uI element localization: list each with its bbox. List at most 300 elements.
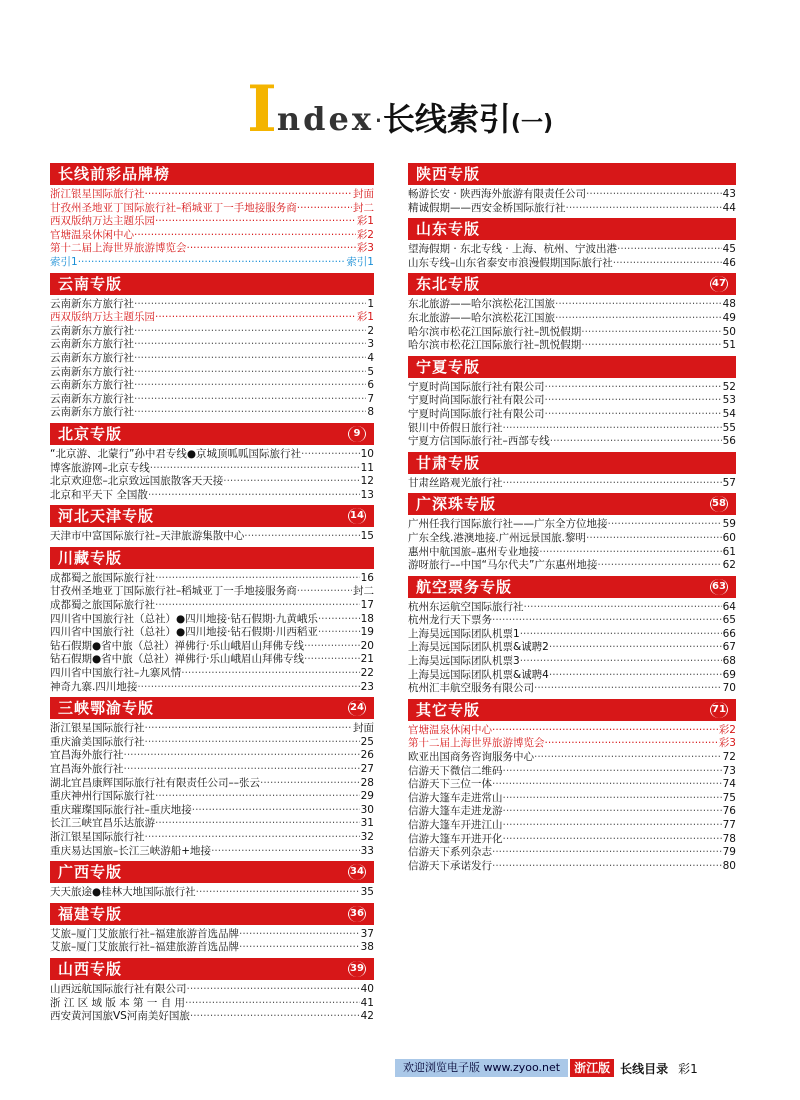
index-entry[interactable] <box>408 682 736 696</box>
index-entry[interactable] <box>50 188 374 202</box>
index-entry[interactable] <box>408 792 736 806</box>
entry-page: 封二 <box>353 585 374 598</box>
entry-page: 彩2 <box>718 723 736 736</box>
entry-title: 重庆易达国旅–长江三峡游船+地接 <box>50 844 212 857</box>
entry-page: 55 <box>722 421 736 434</box>
index-section <box>50 958 374 1024</box>
section-header <box>408 493 736 515</box>
index-entry[interactable] <box>50 393 374 407</box>
section-title: 山西专版 <box>58 959 123 978</box>
dot-leader <box>134 366 366 380</box>
index-entry[interactable] <box>408 532 736 546</box>
index-entry[interactable] <box>50 352 374 366</box>
index-entry[interactable] <box>50 1010 374 1024</box>
section-header <box>50 697 374 719</box>
dot-leader <box>545 394 722 408</box>
entry-page: 46 <box>722 256 736 269</box>
index-entry[interactable] <box>50 325 374 339</box>
dot-leader <box>145 831 360 845</box>
entry-title: 哈尔滨市松花江国际旅行社–凯悦假期 <box>408 339 582 352</box>
index-entry[interactable] <box>408 833 736 847</box>
entry-page: 31 <box>360 817 374 830</box>
entry-title: 云南新东方旅行社 <box>50 324 134 337</box>
index-entry[interactable] <box>50 790 374 804</box>
dot-leader <box>134 229 356 243</box>
entry-page: 29 <box>360 790 374 803</box>
section-list <box>50 295 374 420</box>
index-section <box>408 356 736 449</box>
index-entry[interactable] <box>50 366 374 380</box>
section-list <box>50 445 374 502</box>
index-section <box>50 861 374 900</box>
section-page-badge <box>346 698 368 718</box>
index-entry[interactable] <box>408 737 736 751</box>
index-section <box>50 903 374 955</box>
entry-page: 26 <box>360 749 374 762</box>
index-section <box>50 697 374 858</box>
section-list <box>50 883 374 900</box>
dot-leader <box>520 655 722 669</box>
entry-title: 宜昌海外旅行社 <box>50 763 124 775</box>
entry-page: 54 <box>722 407 736 420</box>
entry-title: 官塘温泉休闲中心 <box>408 723 492 736</box>
index-entry[interactable] <box>50 640 374 654</box>
index-entry[interactable] <box>50 928 374 942</box>
index-entry[interactable] <box>50 653 374 667</box>
index-entry[interactable] <box>408 298 736 312</box>
index-entry[interactable] <box>408 860 736 874</box>
index-section <box>408 273 736 352</box>
dot-leader <box>239 941 360 955</box>
entry-page: 80 <box>722 859 736 872</box>
section-header <box>408 576 736 598</box>
index-entry[interactable] <box>408 422 736 436</box>
entry-page: 67 <box>722 641 736 654</box>
entry-title: 杭州龙行天下票务 <box>408 614 492 627</box>
dot-leader <box>187 983 360 997</box>
index-entry[interactable] <box>50 229 374 243</box>
index-entry[interactable] <box>50 298 374 312</box>
dot-leader <box>190 1010 360 1024</box>
entry-page: 59 <box>722 518 736 531</box>
entry-title: 游呀旅行––中国“马尔代夫”广东惠州地接 <box>408 559 598 572</box>
dot-leader <box>150 462 360 476</box>
entry-page: 77 <box>722 819 736 831</box>
entry-title: 宁夏时尚国际旅行社有限公司 <box>408 380 545 393</box>
section-header <box>408 163 736 185</box>
section-list <box>408 295 736 352</box>
entry-page: 41 <box>360 996 374 1009</box>
entry-title: 杭州汇丰航空服务有限公司 <box>408 682 534 695</box>
section-list <box>50 569 374 694</box>
dot-leader <box>545 737 718 751</box>
dot-leader <box>304 640 360 654</box>
entry-title: 长江三峡宜昌乐达旅游 <box>50 817 155 830</box>
section-title: 河北天津专版 <box>58 507 155 526</box>
dot-leader <box>539 546 721 560</box>
section-list <box>408 474 736 491</box>
entry-title: 云南新东方旅行社 <box>50 392 134 405</box>
index-section <box>408 699 736 874</box>
index-entry[interactable] <box>50 804 374 818</box>
section-list <box>408 185 736 215</box>
index-entry[interactable] <box>50 681 374 695</box>
index-entry[interactable] <box>408 477 736 491</box>
entry-page: 70 <box>722 682 736 695</box>
dot-leader <box>492 778 722 792</box>
dot-leader <box>196 886 360 900</box>
entry-title: 宁夏方信国际旅行社–西部专线 <box>408 435 550 448</box>
index-entry[interactable] <box>50 983 374 997</box>
index-entry[interactable] <box>50 572 374 586</box>
index-entry[interactable] <box>50 475 374 489</box>
index-entry[interactable] <box>408 751 736 765</box>
entry-page: 3 <box>367 338 374 351</box>
index-entry[interactable] <box>408 326 736 340</box>
entry-page: 78 <box>722 832 736 845</box>
entry-page: 64 <box>722 600 736 613</box>
entry-page: 45 <box>722 243 736 256</box>
entry-title: 第十二届上海世界旅游博览会 <box>50 242 187 255</box>
section-page-number: 63 <box>711 579 727 595</box>
entry-page: 索引1 <box>346 255 374 268</box>
entry-page: 35 <box>360 886 374 899</box>
dot-leader <box>155 572 360 586</box>
dot-leader <box>134 379 366 393</box>
dot-leader <box>318 626 360 640</box>
section-page-number: 36 <box>349 906 365 922</box>
dot-leader <box>145 188 353 202</box>
index-entry[interactable] <box>50 311 374 325</box>
entry-page: 28 <box>360 776 374 789</box>
index-entry[interactable] <box>408 641 736 655</box>
dot-leader <box>503 422 722 436</box>
entry-title: 甘肃丝路观光旅行社 <box>408 476 503 489</box>
section-list <box>50 980 374 1024</box>
index-entry[interactable] <box>50 406 374 420</box>
section-header <box>50 958 374 980</box>
dot-leader <box>155 215 356 229</box>
index-entry[interactable] <box>408 655 736 669</box>
index-entry[interactable] <box>50 530 374 544</box>
footer-browse-link[interactable]: 欢迎浏览电子版 www.zyoo.net <box>395 1059 568 1077</box>
entry-title: 天天旅途●桂林大地国际旅行社 <box>50 886 196 899</box>
index-entry[interactable] <box>50 763 374 777</box>
entry-page: 69 <box>722 668 736 681</box>
entry-title: 上海昊远国际团队机票1 <box>408 627 520 640</box>
dot-leader <box>492 614 722 628</box>
entry-page: 13 <box>360 488 374 501</box>
entry-page: 50 <box>722 325 736 338</box>
index-entry[interactable] <box>408 601 736 615</box>
index-entry[interactable] <box>50 599 374 613</box>
entry-title: 畅游长安 · 陕西海外旅游有限责任公司 <box>408 188 587 200</box>
entry-title: 西安黄河国旅VS河南美好国旅 <box>50 1010 190 1023</box>
entry-page: 18 <box>360 612 374 625</box>
entry-page: 76 <box>722 805 736 818</box>
index-entry[interactable] <box>408 559 736 573</box>
entry-title: 上海昊远国际团队机票&诚聘2 <box>408 641 549 654</box>
dot-leader <box>503 792 722 806</box>
index-entry[interactable] <box>408 312 736 326</box>
dot-leader <box>550 435 722 449</box>
index-entry[interactable] <box>408 614 736 628</box>
dot-leader <box>586 532 722 546</box>
index-entry[interactable] <box>408 257 736 271</box>
dot-leader <box>297 202 352 216</box>
index-entry[interactable] <box>50 215 374 229</box>
index-entry[interactable] <box>50 845 374 859</box>
index-section <box>408 576 736 696</box>
entry-title: 西双版纳万达主题乐园 <box>50 311 155 324</box>
entry-title: 艾旅–厦门艾旅旅行社–福建旅游首选品牌 <box>50 941 239 954</box>
entry-title: 山西远航国际旅行社有限公司 <box>50 982 187 995</box>
dot-leader <box>145 736 360 750</box>
section-page-number: 14 <box>349 508 365 524</box>
index-entry[interactable] <box>408 202 736 216</box>
entry-page: 封面 <box>353 188 374 200</box>
dot-leader <box>244 530 359 544</box>
index-entry[interactable] <box>50 338 374 352</box>
entry-page: 22 <box>360 667 374 680</box>
dot-leader <box>492 846 722 860</box>
entry-page: 17 <box>360 599 374 612</box>
index-entry[interactable] <box>50 831 374 845</box>
entry-title: 山东专线–山东省泰安市浪漫假期国际旅行社 <box>408 256 613 269</box>
index-entry[interactable] <box>50 722 374 736</box>
entry-title: “北京游、北蒙行”孙中君专线●京城顶呱呱国际旅行社 <box>50 447 302 460</box>
section-title: 福建专版 <box>58 904 123 923</box>
section-header <box>408 356 736 378</box>
index-section <box>50 505 374 544</box>
index-entry[interactable] <box>408 408 736 422</box>
entry-title: 四川省中国旅行社–九寨风情 <box>50 667 182 680</box>
entry-page: 38 <box>360 941 374 954</box>
entry-title: 云南新东方旅行社 <box>50 351 134 364</box>
dot-leader <box>318 613 360 627</box>
index-entry[interactable] <box>408 846 736 860</box>
index-entry[interactable] <box>50 667 374 681</box>
section-header <box>408 699 736 721</box>
entry-title: 艾旅–厦门艾旅旅行社–福建旅游首选品牌 <box>50 927 239 940</box>
title-chinese: 长线索引 <box>382 100 511 138</box>
index-entry[interactable] <box>50 777 374 791</box>
dot-leader <box>301 448 360 462</box>
entry-page: 48 <box>722 298 736 311</box>
footer <box>395 1058 698 1078</box>
index-entry[interactable] <box>50 997 374 1011</box>
section-list <box>408 721 736 874</box>
index-entry[interactable] <box>408 243 736 257</box>
entry-title: 东北旅游——哈尔滨松花江国旅 <box>408 311 555 324</box>
index-entry[interactable] <box>50 379 374 393</box>
dot-leader <box>555 298 722 312</box>
index-entry[interactable] <box>50 749 374 763</box>
entry-title: 第十二届上海世界旅游博览会 <box>408 737 545 750</box>
index-entry[interactable] <box>408 339 736 353</box>
dot-leader <box>124 763 360 777</box>
entry-page: 51 <box>722 339 736 352</box>
section-title: 广西专版 <box>58 863 123 882</box>
section-page-number: 47 <box>711 276 727 292</box>
entry-title: 甘孜州圣地亚丁国际旅行社–稻城亚丁一手地接服务商 <box>50 585 297 598</box>
entry-title: 欧亚出国商务咨询服务中心 <box>408 751 534 764</box>
dot-leader <box>148 489 360 503</box>
dot-leader <box>503 477 722 491</box>
entry-page: 72 <box>722 751 736 764</box>
dot-leader <box>239 928 360 942</box>
entry-page: 10 <box>360 447 374 460</box>
index-entry[interactable] <box>50 202 374 216</box>
section-page-badge <box>346 904 368 924</box>
entry-page: 27 <box>360 763 374 775</box>
entry-title: 西双版纳万达主题乐园 <box>50 215 155 228</box>
dot-leader <box>503 765 722 779</box>
dot-leader <box>566 202 722 216</box>
dot-leader <box>617 243 722 257</box>
section-title: 山东专版 <box>416 220 481 239</box>
entry-page: 33 <box>360 844 374 857</box>
dot-leader <box>524 601 722 615</box>
entry-page: 16 <box>360 571 374 584</box>
index-entry[interactable] <box>408 518 736 532</box>
index-entry[interactable] <box>50 489 374 503</box>
entry-page: 65 <box>722 614 736 627</box>
section-page-badge <box>346 424 368 444</box>
section-page-badge <box>346 862 368 882</box>
entry-title: 重庆渝美国际旅行社 <box>50 735 145 748</box>
entry-page: 20 <box>360 639 374 652</box>
index-section <box>408 452 736 491</box>
entry-title: 四川省中国旅行社（总社）●四川地接·钻石假期·川西稻亚 <box>50 626 318 639</box>
dot-leader <box>134 393 366 407</box>
entry-page: 5 <box>367 365 374 378</box>
entry-title: 云南新东方旅行社 <box>50 338 134 351</box>
section-header <box>408 218 736 240</box>
index-entry[interactable] <box>408 546 736 560</box>
entry-page: 21 <box>360 653 374 666</box>
section-title: 广深珠专版 <box>416 495 497 514</box>
entry-title: 神奇九寨.四川地接 <box>50 680 138 693</box>
entry-page: 25 <box>360 735 374 748</box>
index-section <box>50 273 374 420</box>
section-page-number: 58 <box>711 496 727 512</box>
dot-leader <box>503 833 722 847</box>
dot-leader <box>534 751 722 765</box>
entry-title: 东北旅游——哈尔滨松花江国旅 <box>408 298 555 311</box>
dot-leader <box>581 339 721 353</box>
index-entry[interactable] <box>408 669 736 683</box>
index-entry[interactable] <box>408 805 736 819</box>
dot-leader <box>211 845 360 859</box>
entry-title: 云南新东方旅行社 <box>50 379 134 392</box>
entry-title: 浙江银星国际旅行社 <box>50 188 145 200</box>
index-entry[interactable] <box>50 462 374 476</box>
dot-leader <box>549 669 722 683</box>
footer-label: 长线目录 <box>620 1061 669 1076</box>
index-section <box>50 547 374 694</box>
index-entry[interactable] <box>408 188 736 202</box>
entry-page: 74 <box>722 778 736 791</box>
index-entry[interactable] <box>50 613 374 627</box>
section-list <box>50 719 374 858</box>
dot-leader <box>503 805 722 819</box>
section-list <box>408 598 736 696</box>
footer-edition-tag: 浙江版 <box>570 1059 614 1077</box>
entry-title: 信游大篷车走进常山 <box>408 791 503 804</box>
dot-leader <box>608 518 722 532</box>
index-entry[interactable] <box>50 448 374 462</box>
index-entry[interactable] <box>50 886 374 900</box>
entry-title: 信游天下三位一体 <box>408 778 492 791</box>
index-entry[interactable] <box>50 242 374 256</box>
entry-page: 4 <box>367 351 374 364</box>
entry-title: 信游大篷车开进江山 <box>408 819 503 831</box>
index-entry[interactable] <box>408 394 736 408</box>
entry-title: 浙江银星国际旅行社 <box>50 830 145 843</box>
entry-page: 12 <box>360 475 374 488</box>
dot-leader <box>124 749 360 763</box>
index-entry[interactable] <box>408 765 736 779</box>
section-header <box>50 861 374 883</box>
right-column <box>408 163 736 876</box>
section-title: 陕西专版 <box>416 165 481 183</box>
entry-title: 信游天下微信二维码 <box>408 764 503 777</box>
title-initial: I <box>246 72 277 147</box>
index-entry[interactable] <box>408 628 736 642</box>
index-entry[interactable] <box>408 724 736 738</box>
index-entry[interactable] <box>50 585 374 599</box>
entry-page: 43 <box>722 188 736 200</box>
index-entry[interactable] <box>50 626 374 640</box>
dot-leader <box>134 325 366 339</box>
index-section <box>408 163 736 215</box>
entry-title: 成都蜀之旅国际旅行社 <box>50 571 155 584</box>
entry-title: 银川中侨假日旅行社 <box>408 421 503 434</box>
entry-title: 重庆神州行国际旅行社 <box>50 790 155 803</box>
dot-leader <box>492 860 722 874</box>
index-entry[interactable] <box>50 941 374 955</box>
index-entry[interactable] <box>408 435 736 449</box>
section-header <box>408 273 736 295</box>
dot-leader <box>155 817 360 831</box>
entry-title: 钻石假期●省中旅（总社）禅佛行·乐山峨眉山拜佛专线 <box>50 639 304 652</box>
entry-title: 宁夏时尚国际旅行社有限公司 <box>408 407 545 420</box>
index-section <box>50 163 374 270</box>
dot-leader <box>223 475 359 489</box>
dot-leader <box>597 559 721 573</box>
section-list <box>50 925 374 955</box>
entry-page: 40 <box>360 982 374 995</box>
entry-page: 彩3 <box>356 242 374 255</box>
entry-title: 望海假期 · 东北专线 · 上海、杭州、宁波出港 <box>408 243 618 256</box>
index-entry[interactable] <box>50 736 374 750</box>
section-page-badge <box>708 494 730 514</box>
entry-page: 7 <box>367 392 374 405</box>
entry-page: 8 <box>367 406 374 419</box>
index-entry[interactable] <box>408 381 736 395</box>
index-section <box>50 423 374 502</box>
index-entry[interactable] <box>408 778 736 792</box>
index-entry[interactable] <box>50 256 374 270</box>
entry-title: 浙江银星国际旅行社 <box>50 722 145 735</box>
entry-title: 重庆璀璨国际旅行社–重庆地接 <box>50 803 192 816</box>
index-entry[interactable] <box>50 817 374 831</box>
section-title: 东北专版 <box>416 275 481 294</box>
index-entry[interactable] <box>408 819 736 833</box>
dot-leader <box>304 653 360 667</box>
entry-page: 53 <box>722 394 736 407</box>
